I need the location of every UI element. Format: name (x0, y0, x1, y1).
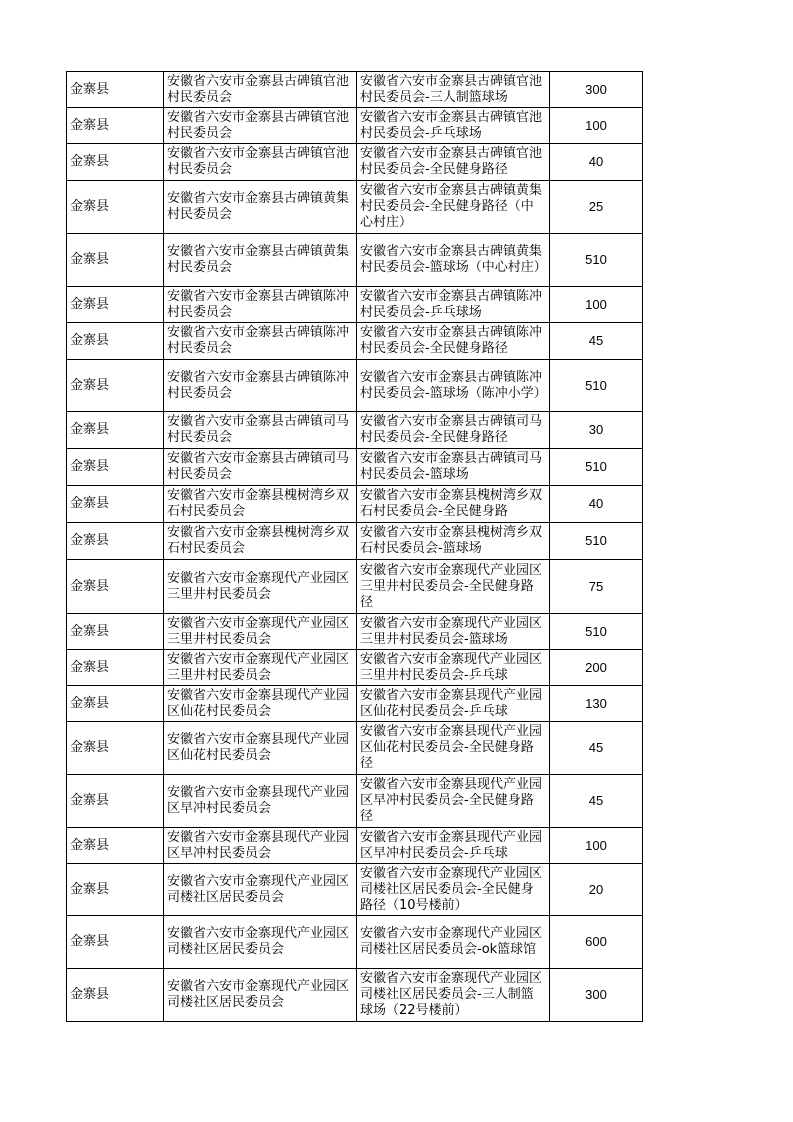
county-cell: 金寨县 (67, 72, 164, 108)
facility-cell: 安徽省六安市金寨现代产业园区三里井村民委员会-乒乓球 (357, 650, 550, 686)
county-cell: 金寨县 (67, 108, 164, 144)
unit-cell: 安徽省六安市金寨县古碑镇司马村民委员会 (164, 449, 357, 486)
facility-cell: 安徽省六安市金寨县古碑镇官池村民委员会-全民健身路径 (357, 144, 550, 181)
facility-cell: 安徽省六安市金寨县古碑镇司马村民委员会-篮球场 (357, 449, 550, 486)
table-row (67, 449, 643, 486)
county-cell: 金寨县 (67, 287, 164, 323)
table-row (67, 108, 643, 144)
amount-cell: 510 (550, 234, 643, 287)
amount-cell: 30 (550, 412, 643, 449)
county-cell: 金寨县 (67, 360, 164, 412)
amount-cell: 130 (550, 686, 643, 722)
unit-cell: 安徽省六安市金寨县古碑镇黄集村民委员会 (164, 234, 357, 287)
amount-cell: 510 (550, 523, 643, 560)
table-row (67, 234, 643, 287)
table-row (67, 523, 643, 560)
unit-cell: 安徽省六安市金寨县古碑镇司马村民委员会 (164, 412, 357, 449)
amount-cell: 510 (550, 614, 643, 650)
facility-cell: 安徽省六安市金寨县槐树湾乡双石村民委员会-篮球场 (357, 523, 550, 560)
amount-cell: 75 (550, 560, 643, 614)
county-cell: 金寨县 (67, 686, 164, 722)
amount-cell: 100 (550, 287, 643, 323)
facility-cell: 安徽省六安市金寨县现代产业园区仙花村民委员会-全民健身路径 (357, 722, 550, 775)
unit-cell: 安徽省六安市金寨县古碑镇官池村民委员会 (164, 72, 357, 108)
facility-cell: 安徽省六安市金寨县古碑镇司马村民委员会-全民健身路径 (357, 412, 550, 449)
unit-cell: 安徽省六安市金寨现代产业园区司楼社区居民委员会 (164, 916, 357, 969)
county-cell: 金寨县 (67, 775, 164, 828)
amount-cell: 100 (550, 828, 643, 864)
facility-cell: 安徽省六安市金寨现代产业园区司楼社区居民委员会-ok篮球馆 (357, 916, 550, 969)
table-row (67, 412, 643, 449)
county-cell: 金寨县 (67, 614, 164, 650)
amount-cell: 45 (550, 722, 643, 775)
unit-cell: 安徽省六安市金寨现代产业园区三里井村民委员会 (164, 560, 357, 614)
amount-cell: 510 (550, 360, 643, 412)
table-row (67, 969, 643, 1022)
county-cell: 金寨县 (67, 234, 164, 287)
table-row (67, 181, 643, 234)
unit-cell: 安徽省六安市金寨现代产业园区三里井村民委员会 (164, 650, 357, 686)
unit-cell: 安徽省六安市金寨县古碑镇陈冲村民委员会 (164, 287, 357, 323)
amount-cell: 300 (550, 72, 643, 108)
county-cell: 金寨县 (67, 828, 164, 864)
facility-cell: 安徽省六安市金寨现代产业园区三里井村民委员会-篮球场 (357, 614, 550, 650)
facility-cell: 安徽省六安市金寨现代产业园区司楼社区居民委员会-三人制篮球场（22号楼前） (357, 969, 550, 1022)
amount-cell: 510 (550, 449, 643, 486)
table-row (67, 916, 643, 969)
unit-cell: 安徽省六安市金寨县现代产业园区早冲村民委员会 (164, 828, 357, 864)
unit-cell: 安徽省六安市金寨县槐树湾乡双石村民委员会 (164, 523, 357, 560)
amount-cell: 25 (550, 181, 643, 234)
amount-cell: 20 (550, 864, 643, 916)
unit-cell: 安徽省六安市金寨县现代产业园区早冲村民委员会 (164, 775, 357, 828)
county-cell: 金寨县 (67, 449, 164, 486)
unit-cell: 安徽省六安市金寨县古碑镇官池村民委员会 (164, 108, 357, 144)
table-row (67, 614, 643, 650)
table-row (67, 486, 643, 523)
unit-cell: 安徽省六安市金寨县现代产业园区仙花村民委员会 (164, 722, 357, 775)
unit-cell: 安徽省六安市金寨现代产业园区三里井村民委员会 (164, 614, 357, 650)
table-row (67, 686, 643, 722)
table-row (67, 864, 643, 916)
county-cell: 金寨县 (67, 144, 164, 181)
county-cell: 金寨县 (67, 323, 164, 360)
county-cell: 金寨县 (67, 412, 164, 449)
table-row (67, 323, 643, 360)
county-cell: 金寨县 (67, 486, 164, 523)
county-cell: 金寨县 (67, 523, 164, 560)
county-cell: 金寨县 (67, 722, 164, 775)
county-cell: 金寨县 (67, 560, 164, 614)
unit-cell: 安徽省六安市金寨县古碑镇陈冲村民委员会 (164, 360, 357, 412)
facility-cell: 安徽省六安市金寨县古碑镇陈冲村民委员会-全民健身路径 (357, 323, 550, 360)
facility-cell: 安徽省六安市金寨县现代产业园区早冲村民委员会-全民健身路径 (357, 775, 550, 828)
facility-cell: 安徽省六安市金寨县古碑镇官池村民委员会-乒乓球场 (357, 108, 550, 144)
table-row (67, 828, 643, 864)
facility-cell: 安徽省六安市金寨县现代产业园区仙花村民委员会-乒乓球 (357, 686, 550, 722)
table-row (67, 72, 643, 108)
county-cell: 金寨县 (67, 916, 164, 969)
facility-cell: 安徽省六安市金寨县槐树湾乡双石村民委员会-全民健身路 (357, 486, 550, 523)
amount-cell: 100 (550, 108, 643, 144)
table-row (67, 775, 643, 828)
unit-cell: 安徽省六安市金寨现代产业园区司楼社区居民委员会 (164, 864, 357, 916)
amount-cell: 45 (550, 323, 643, 360)
facility-cell: 安徽省六安市金寨县古碑镇黄集村民委员会-篮球场（中心村庄） (357, 234, 550, 287)
facility-cell: 安徽省六安市金寨县古碑镇陈冲村民委员会-篮球场（陈冲小学） (357, 360, 550, 412)
facility-cell: 安徽省六安市金寨现代产业园区司楼社区居民委员会-全民健身路径（10号楼前） (357, 864, 550, 916)
amount-cell: 45 (550, 775, 643, 828)
facility-cell: 安徽省六安市金寨县现代产业园区早冲村民委员会-乒乓球 (357, 828, 550, 864)
table-row (67, 650, 643, 686)
unit-cell: 安徽省六安市金寨县古碑镇黄集村民委员会 (164, 181, 357, 234)
county-cell: 金寨县 (67, 650, 164, 686)
facility-cell: 安徽省六安市金寨县古碑镇陈冲村民委员会-乒乓球场 (357, 287, 550, 323)
unit-cell: 安徽省六安市金寨县古碑镇官池村民委员会 (164, 144, 357, 181)
facility-table (66, 71, 643, 1022)
amount-cell: 600 (550, 916, 643, 969)
amount-cell: 40 (550, 486, 643, 523)
county-cell: 金寨县 (67, 181, 164, 234)
table-body (67, 72, 643, 1022)
amount-cell: 200 (550, 650, 643, 686)
unit-cell: 安徽省六安市金寨现代产业园区司楼社区居民委员会 (164, 969, 357, 1022)
table-row (67, 560, 643, 614)
facility-cell: 安徽省六安市金寨县古碑镇黄集村民委员会-全民健身路径（中心村庄） (357, 181, 550, 234)
table-row (67, 360, 643, 412)
county-cell: 金寨县 (67, 969, 164, 1022)
table-row (67, 722, 643, 775)
county-cell: 金寨县 (67, 864, 164, 916)
table-row (67, 144, 643, 181)
unit-cell: 安徽省六安市金寨县槐树湾乡双石村民委员会 (164, 486, 357, 523)
unit-cell: 安徽省六安市金寨县古碑镇陈冲村民委员会 (164, 323, 357, 360)
amount-cell: 40 (550, 144, 643, 181)
facility-cell: 安徽省六安市金寨县古碑镇官池村民委员会-三人制篮球场 (357, 72, 550, 108)
unit-cell: 安徽省六安市金寨县现代产业园区仙花村民委员会 (164, 686, 357, 722)
amount-cell: 300 (550, 969, 643, 1022)
table-row (67, 287, 643, 323)
facility-cell: 安徽省六安市金寨现代产业园区三里井村民委员会-全民健身路径 (357, 560, 550, 614)
